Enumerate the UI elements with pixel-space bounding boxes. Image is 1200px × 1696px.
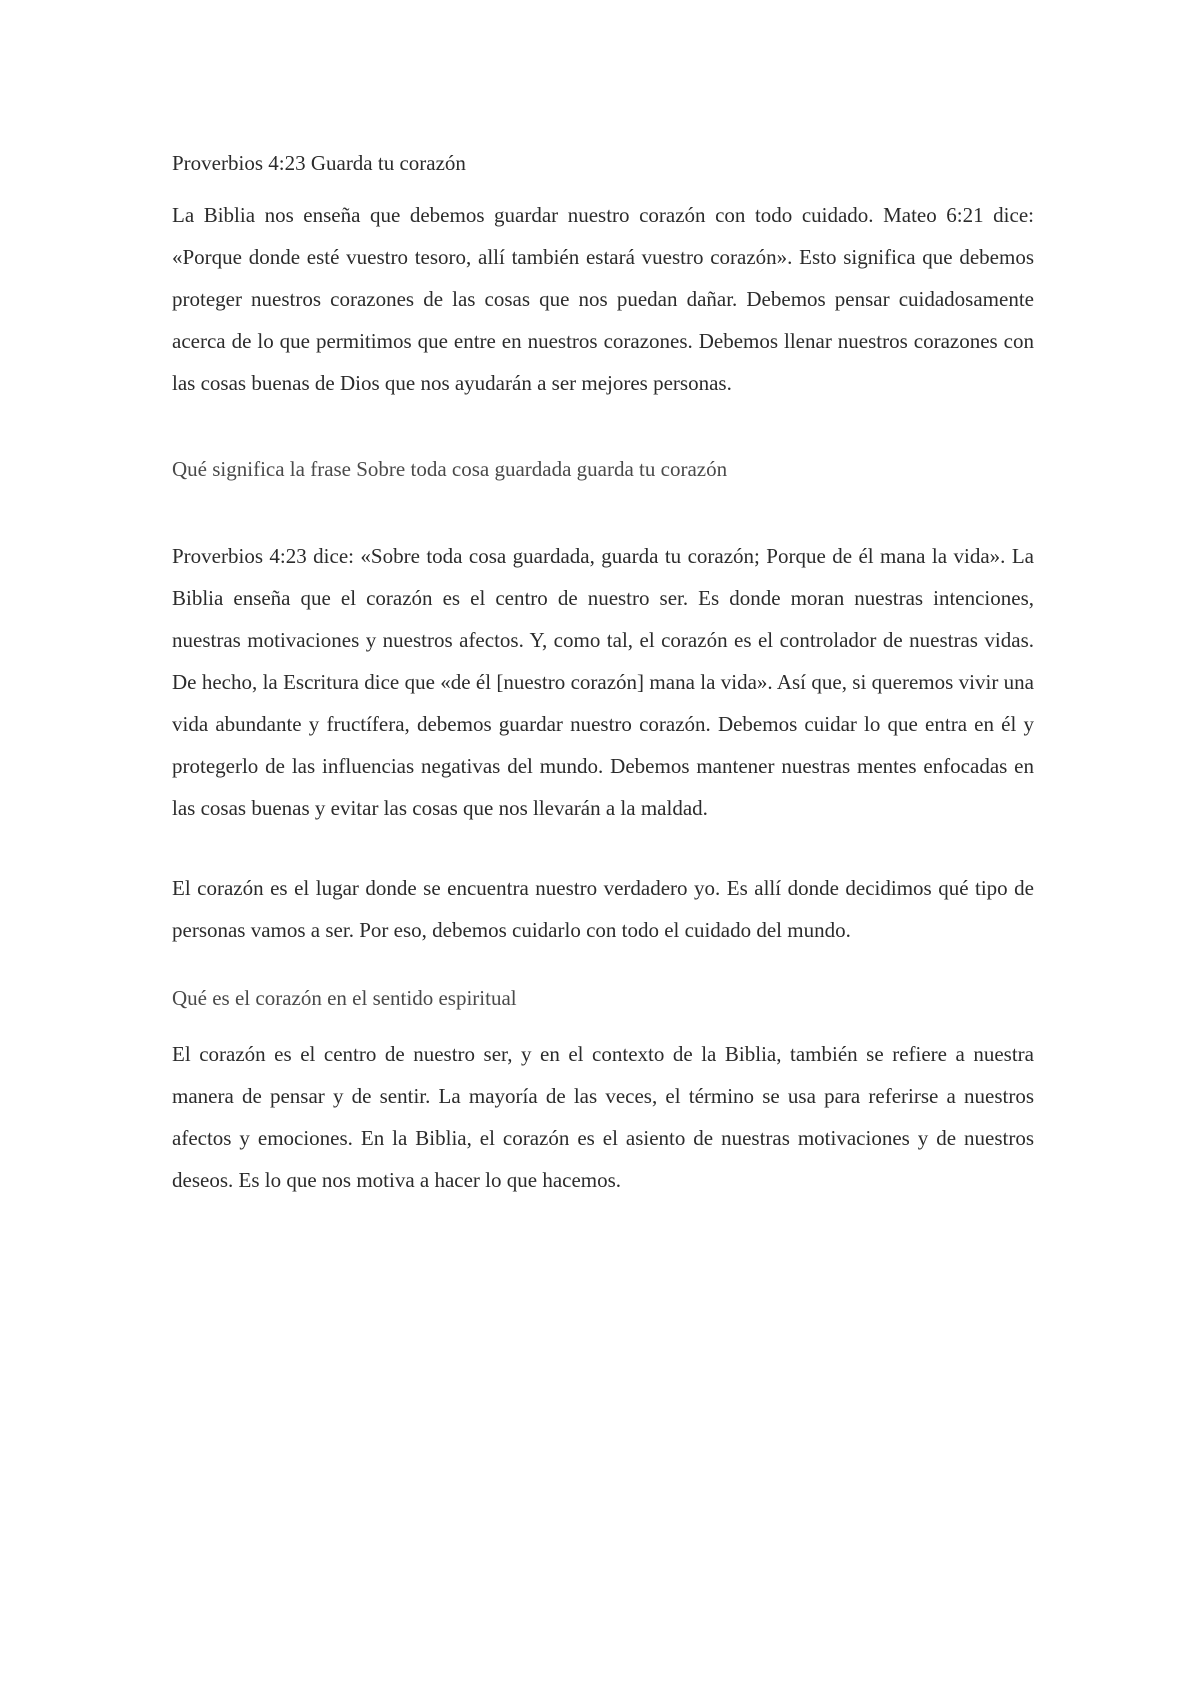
section-heading-meaning: Qué significa la frase Sobre toda cosa guardada guarda tu corazón	[172, 457, 728, 481]
paragraph-true-self: El corazón es el lugar donde se encuentra nuestro verdadero yo. Es allí donde decidimos qué tipo de personas vamos a ser. Por eso, debemos cuidarlo con todo el cuidado del mundo.	[172, 876, 1034, 942]
paragraph-proverbs: Proverbios 4:23 dice: «Sobre toda cosa guardada, guarda tu corazón; Porque de él mana la vida». La Biblia enseña que el corazón es el centro de nuestro ser. Es donde moran nuestras intenciones, nuestras motivaciones y nuestros afectos. Y, como tal, el corazón es el controlador de nuestras vidas. De hecho, la Escritura dice que «de él [nuestro corazón] mana la vida». Así que, si queremos vivir una vida abundante y fructífera, debemos guardar nuestro corazón. Debemos cuidar lo que entra en él y protegerlo de las influencias negativas del mundo. Debemos mantener nuestras mentes enfocadas en las cosas buenas y evitar las cosas que nos llevarán a la maldad.	[172, 544, 1034, 820]
spacer	[172, 1019, 1034, 1033]
page-title: Proverbios 4:23 Guarda tu corazón	[172, 151, 466, 175]
spacer	[172, 829, 1034, 867]
spacer	[172, 490, 1034, 535]
paragraph-intro: La Biblia nos enseña que debemos guardar nuestro corazón con todo cuidado. Mateo 6:21 dice: «Porque donde esté vuestro tesoro, allí también estará vuestro corazón». Esto significa que debemos proteger nuestros corazones de las cosas que nos puedan dañar. Debemos pensar cuidadosamente acerca de lo que permitimos que entre en nuestros corazones. Debemos llenar nuestros corazones con las cosas buenas de Dios que nos ayudarán a ser mejores personas.	[172, 203, 1034, 395]
spacer	[172, 404, 1034, 448]
section-heading-spiritual: Qué es el corazón en el sentido espiritual	[172, 986, 517, 1010]
spacer	[172, 951, 1034, 977]
paragraph-spiritual: El corazón es el centro de nuestro ser, y en el contexto de la Biblia, también se refiere a nuestra manera de pensar y de sentir. La mayoría de las veces, el término se usa para referirse a nuestros afectos y emociones. En la Biblia, el corazón es el asiento de nuestras motivaciones y de nuestros deseos. Es lo que nos motiva a hacer lo que hacemos.	[172, 1042, 1034, 1192]
document-body	[172, 142, 1034, 1201]
